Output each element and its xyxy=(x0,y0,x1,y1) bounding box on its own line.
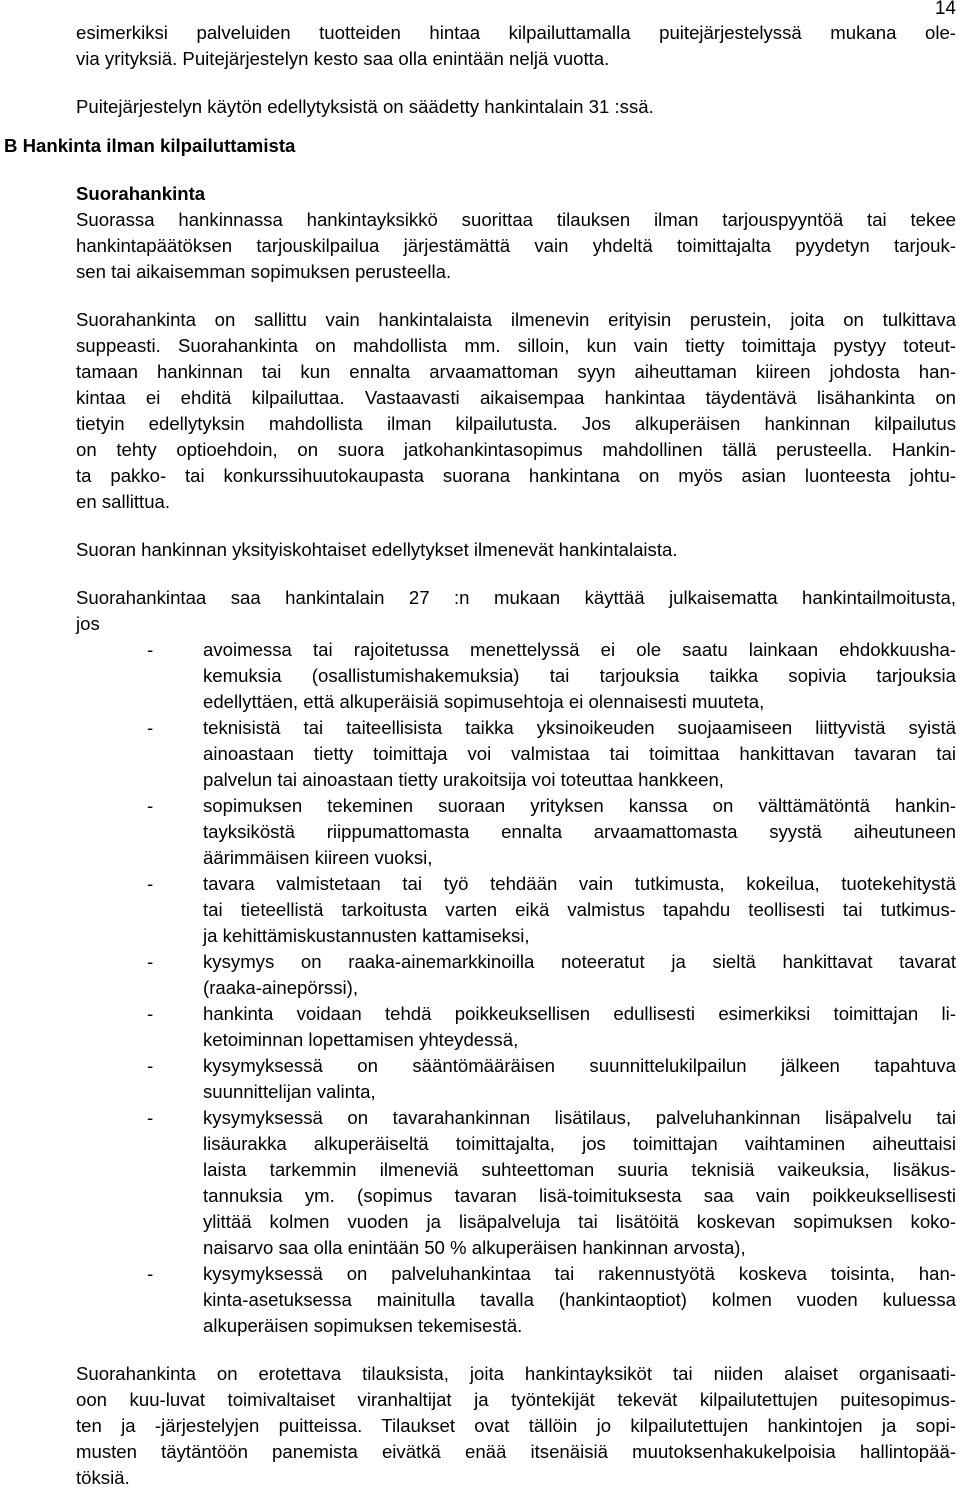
list-item-line: tayksiköstä riippumattomasta ennalta arvaamattomasta syystä aiheutuneen xyxy=(203,821,956,842)
text-line: oon kuu-luvat toimivaltaiset viranhaltijat ja työntekijät tekevät kilpailutettujen puitesopimus- xyxy=(76,1389,956,1410)
list-item xyxy=(76,871,956,949)
list-item-line: ainoastaan tietty toimittaja voi valmistaa tai toimittaa hankittavan tavaran tai xyxy=(203,743,956,764)
list-item-line: kysymys on raaka-ainemarkkinoilla noteeratut ja sieltä hankittavat tavarat xyxy=(203,951,956,972)
list-item-line: äärimmäisen kiireen vuoksi, xyxy=(203,847,433,868)
list-item xyxy=(76,1001,956,1053)
list-bullet: - xyxy=(147,951,154,972)
list-bullet: - xyxy=(147,795,154,816)
paragraph-conditions-intro xyxy=(76,585,956,637)
list-bullet: - xyxy=(147,639,154,660)
section-title: B Hankinta ilman kilpailuttamista xyxy=(4,135,296,156)
list-bullet: - xyxy=(147,717,154,738)
text-line: jos xyxy=(76,613,100,634)
list-item xyxy=(76,1105,956,1261)
list-item xyxy=(76,715,956,793)
list-item-line: kysymyksessä on sääntömääräisen suunnittelukilpailun jälkeen tapahtuva xyxy=(203,1055,956,1076)
text-line: kintaa ei ehditä kilpailuttaa. Vastaavasti aikaisempaa hankintaa täydentävä lisähankinta on xyxy=(76,387,956,408)
list-item xyxy=(76,1261,956,1339)
list-item-line: lisäurakka alkuperäiseltä toimittajalta, jos toimittajan vaihtaminen aiheuttaisi xyxy=(203,1133,956,1154)
text-line: on tehty optioehdoin, on suora jatkohankintasopimus mahdollinen tällä perusteella. Hankin- xyxy=(76,439,956,460)
list-item-line: hankinta voidaan tehdä poikkeuksellisen edullisesti esimerkiksi toimittajan li- xyxy=(203,1003,956,1024)
text-line: hankintapäätöksen tarjouskilpailua järjestämättä vain yhdeltä toimittajalta pyydetyn tarjouk- xyxy=(76,235,956,256)
list-item-line: teknisistä tai taiteellisista taikka yksinoikeuden suojaamiseen liittyvistä syistä xyxy=(203,717,956,738)
text-line: tietyin edellytyksin mahdollista ilman kilpailutusta. Jos alkuperäisen hankinnan kilpailutus xyxy=(76,413,956,434)
list-item-line: laista tarkemmin ilmeneviä suhteettoman suuria teknisiä vaikeuksia, lisäkus- xyxy=(203,1159,956,1180)
document-body xyxy=(4,20,956,1491)
list-item xyxy=(76,793,956,871)
list-item-line: kysymyksessä on tavarahankinnan lisätilaus, palveluhankinnan lisäpalvelu tai xyxy=(203,1107,956,1128)
text-line: ta pakko- tai konkurssihuutokaupasta suorana hankintana on myös asian luonteesta johtu- xyxy=(76,465,956,486)
text-line: Suoran hankinnan yksityiskohtaiset edellytykset ilmenevät hankintalaista. xyxy=(76,539,678,560)
text-line: musten täytäntöön panemista eivätkä enää itsenäisiä muutoksenhakukelpoisia hallintopää- xyxy=(76,1441,956,1462)
text-line: tamaan hankinnan tai kun ennalta arvaamattoman syyn aiheuttaman kiireen johdosta han- xyxy=(76,361,956,382)
list-item-line: alkuperäisen sopimuksen tekemisestä. xyxy=(203,1315,523,1336)
text-line: suppeasti. Suorahankinta on mahdollista mm. silloin, kun vain tietty toimittaja pystyy toteut- xyxy=(76,335,956,356)
list-item-line: kinta-asetuksessa mainitulla tavalla (hankintaoptiot) kolmen vuoden kuluessa xyxy=(203,1289,956,1310)
text-line: Suorassa hankinnassa hankintayksikkö suorittaa tilauksen ilman tarjouspyyntöä tai tekee xyxy=(76,209,956,230)
text-line: töksiä. xyxy=(76,1467,130,1488)
text-line: Suorahankinta on erotettava tilauksista, joita hankintayksiköt tai niiden alaiset organisaati- xyxy=(76,1363,956,1384)
text-line: Puitejärjestelyn käytön edellytyksistä on säädetty hankintalain 31 :ssä. xyxy=(76,96,654,117)
conditions-list xyxy=(76,637,956,1339)
list-item-line: edellyttäen, että alkuperäisiä sopimusehtoja ei olennaisesti muuteta, xyxy=(203,691,765,712)
list-item-line: ylittää kolmen vuoden ja lisäpalveluja tai lisätöitä koskevan sopimuksen koko- xyxy=(203,1211,956,1232)
list-item-line: palvelun tai ainoastaan tietty urakoitsija voi toteuttaa hankkeen, xyxy=(203,769,724,790)
list-item xyxy=(76,949,956,1001)
list-bullet: - xyxy=(147,1055,154,1076)
text-line: via yrityksiä. Puitejärjestelyn kesto saa olla enintään neljä vuotta. xyxy=(76,48,610,69)
list-item-line: kysymyksessä on palveluhankintaa tai rakennustyötä koskeva toisinta, han- xyxy=(203,1263,956,1284)
list-item-line: ja kehittämiskustannusten kattamiseksi, xyxy=(203,925,530,946)
text-line: ten ja -järjestelyjen puitteissa. Tilaukset ovat tällöin jo kilpailutettujen hankintojen ja sopi- xyxy=(76,1415,956,1436)
paragraph-distinction xyxy=(76,1361,956,1491)
list-item-line: sopimuksen tekeminen suoraan yrityksen kanssa on välttämätöntä hankin- xyxy=(203,795,956,816)
paragraph-allowed xyxy=(76,307,956,515)
list-item-line: tavara valmistetaan tai työ tehdään vain tutkimusta, kokeilua, tuotekehitystä xyxy=(203,873,956,894)
list-item xyxy=(76,1053,956,1105)
list-item-line: naisarvo saa olla enintään 50 % alkuperäisen hankinnan arvosta), xyxy=(203,1237,746,1258)
text-line: Suorahankintaa saa hankintalain 27 :n mukaan käyttää julkaisematta hankintailmoitusta, xyxy=(76,587,956,608)
intro-paragraph xyxy=(76,20,956,72)
text-line: sen tai aikaisemman sopimuksen perusteella. xyxy=(76,261,452,282)
list-item-line: kemuksia (osallistumishakemuksia) tai tarjouksia taikka sopivia tarjouksia xyxy=(203,665,956,686)
paragraph-details xyxy=(76,537,956,563)
paragraph-definition xyxy=(76,207,956,285)
list-item-line: (raaka-ainepörssi), xyxy=(203,977,359,998)
intro-paragraph-2 xyxy=(76,94,956,120)
list-bullet: - xyxy=(147,1263,154,1284)
page-number: 14 xyxy=(934,0,956,19)
text-line: esimerkiksi palveluiden tuotteiden hintaa kilpailuttamalla puitejärjestelyssä mukana ole- xyxy=(76,22,956,43)
list-item-line: tai tieteellistä tarkoitusta varten eikä valmistus tapahdu teollisesti tai tutkimus- xyxy=(203,899,956,920)
list-bullet: - xyxy=(147,1003,154,1024)
text-line: Suorahankinta on sallittu vain hankintalaista ilmenevin erityisin perustein, joita on tulkittava xyxy=(76,309,956,330)
list-bullet: - xyxy=(147,873,154,894)
list-item-line: suunnittelijan valinta, xyxy=(203,1081,376,1102)
list-item-line: avoimessa tai rajoitetussa menettelyssä ei ole saatu lainkaan ehdokkuusha- xyxy=(203,639,956,660)
text-line: en sallittua. xyxy=(76,491,171,512)
subsection-title: Suorahankinta xyxy=(76,183,206,204)
list-bullet: - xyxy=(147,1107,154,1128)
list-item xyxy=(76,637,956,715)
list-item-line: tannuksia ym. (sopimus tavaran lisä-toimituksesta saa vain poikkeuksellisesti xyxy=(203,1185,956,1206)
list-item-line: ketoiminnan lopettamisen yhteydessä, xyxy=(203,1029,519,1050)
